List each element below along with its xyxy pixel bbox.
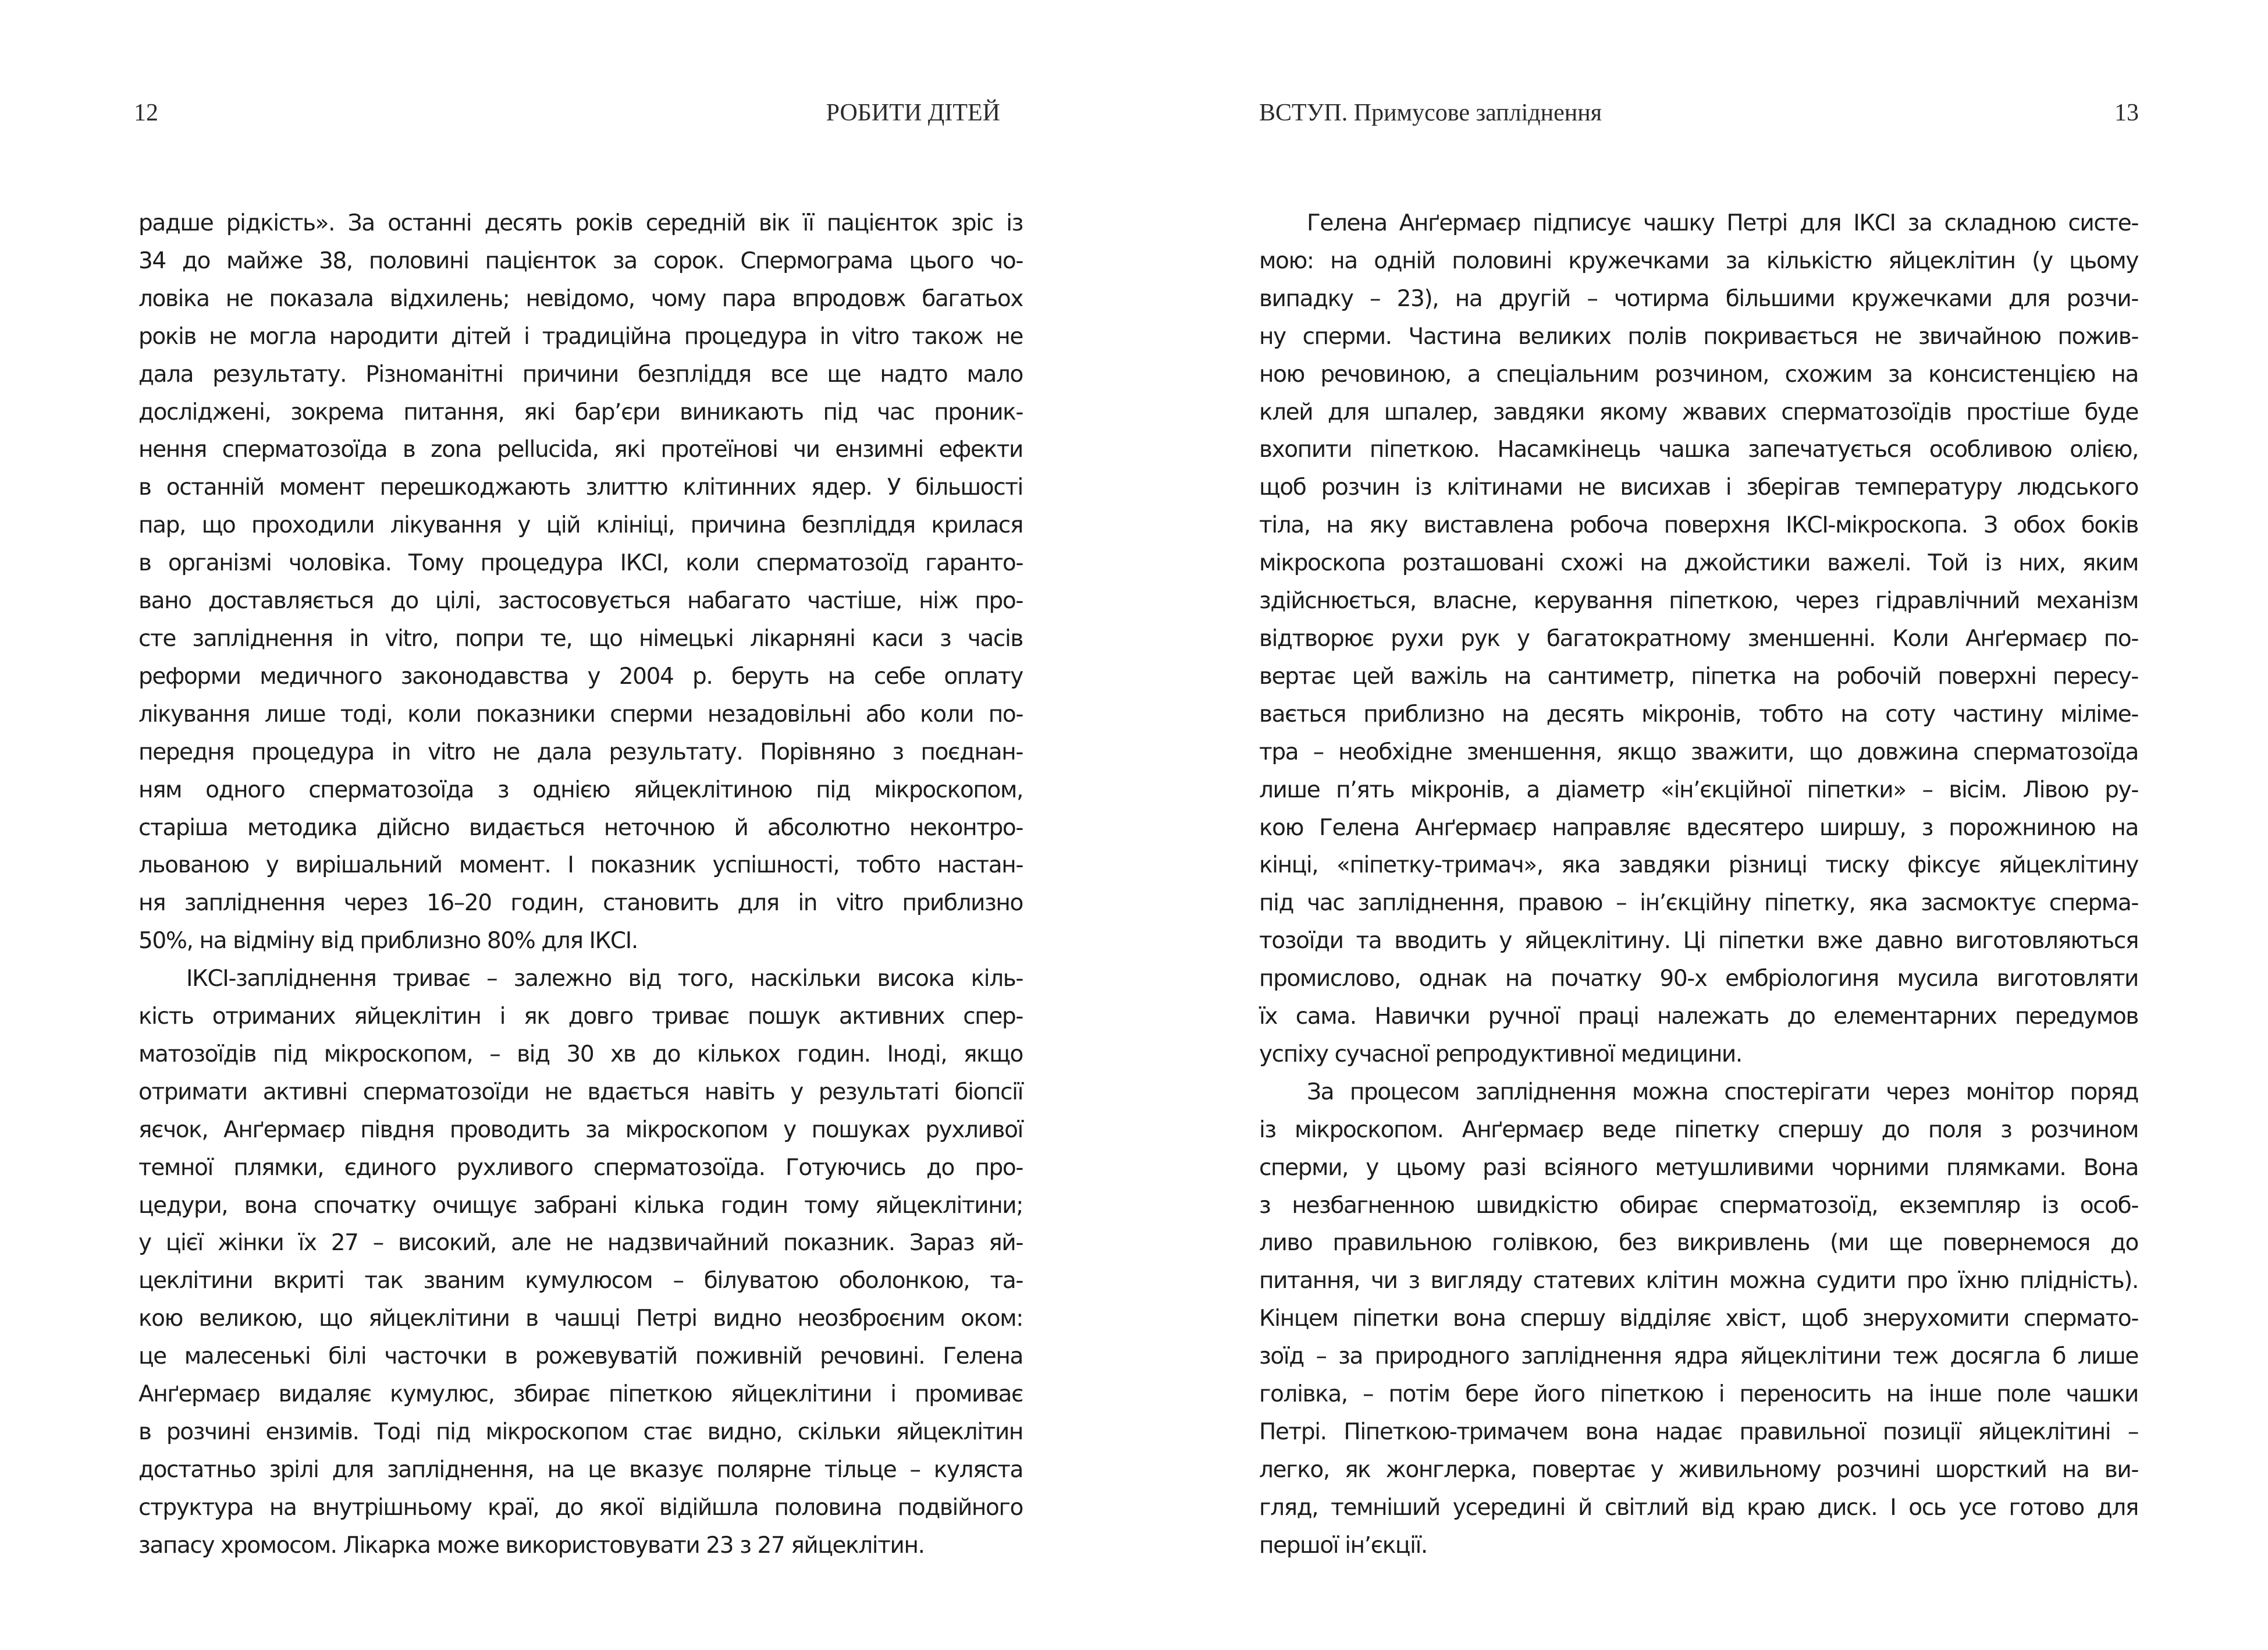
- page-number: 13: [2114, 100, 2139, 126]
- text-line: зоїд – за природного запліднення ядра яйцеклітини теж досягла б лише: [1259, 1343, 2138, 1370]
- text-line: Кінцем піпетки вона спершу відділяє хвіст, щоб знерухомити спермато-: [1259, 1305, 2138, 1332]
- text-line: цеклітини вкриті так званим кумулюсом – білуватою оболонкою, та-: [138, 1268, 1023, 1294]
- paragraph: [138, 205, 1023, 960]
- text-line: ІКСІ-запліднення триває – залежно від того, наскільки висока кіль-: [186, 966, 1023, 992]
- text-line: тозоїди та вводить у яйцеклітину. Ці піпетки вже давно виготовляються: [1259, 928, 2138, 954]
- text-line: лікування лише тоді, коли показники сперми незадовільні або коли по-: [138, 701, 1023, 728]
- body-text: [1259, 205, 2138, 1565]
- text-line: їх сама. Навички ручної праці належать до елементарних передумов: [1259, 1003, 2138, 1030]
- text-line: клей для шпалер, завдяки якому жвавих сперматозоїдів простіше буде: [1259, 399, 2138, 425]
- text-line: кою великою, що яйцеклітини в чашці Петрі видно неозброєним оком:: [138, 1305, 1023, 1332]
- text-line: сперми, у цьому разі всіяного метушливими чорними плямками. Вона: [1259, 1154, 2138, 1181]
- text-line: випадку – 23), на другій – чотирма більшими кружечками для розчи-: [1259, 285, 2138, 312]
- text-line: ливо правильною голівкою, без викривлень (ми ще повернемося до: [1259, 1230, 2138, 1257]
- text-line: ловіка не показала відхилень; невідомо, чому пара впродовж багатьох: [138, 285, 1023, 312]
- body-text: [138, 205, 1023, 1565]
- text-line: промислово, однак на початку 90-х ембріологиня мусила виготовляти: [1259, 966, 2138, 992]
- text-line: 50%, на відміну від приблизно 80% для ІКСІ.: [138, 928, 638, 954]
- text-line: ням одного сперматозоїда з однією яйцеклітиною під мікроскопом,: [138, 776, 1023, 803]
- text-line: льованою у вирішальний момент. І показник успішності, тобто настан-: [138, 852, 1023, 879]
- text-line: лише п’ять мікронів, а діаметр «ін’єкційної піпетки» – вісім. Лівою ру-: [1259, 776, 2138, 803]
- text-line: нення сперматозоїда в zona pellucida, які протеїнові чи ензимні ефекти: [138, 437, 1023, 463]
- text-line: років не могла народити дітей і традиційна процедура in vitro також не: [138, 323, 1023, 350]
- text-line: вано доставляється до цілі, застосовується набагато частіше, ніж про-: [138, 588, 1023, 615]
- text-line: питання, чи з вигляду статевих клітин можна судити про їхню плідність).: [1259, 1268, 2138, 1294]
- text-line: щоб розчин із клітинами не висихав і зберігав температуру людського: [1259, 474, 2138, 501]
- text-line: у цієї жінки їх 27 – високий, але не надзвичайний показник. Зараз яй-: [138, 1230, 1023, 1257]
- text-line: цедури, вона спочатку очищує забрані кілька годин тому яйцеклітини;: [138, 1192, 1023, 1219]
- text-line: сте запліднення in vitro, попри те, що німецькі лікарняні каси з часів: [138, 625, 1023, 652]
- text-line: Анґермаєр видаляє кумулюс, збирає піпеткою яйцеклітини і промиває: [138, 1381, 1023, 1408]
- text-line: отримати активні сперматозоїди не вдається навіть у результаті біопсії: [138, 1078, 1023, 1105]
- text-line: успіху сучасної репродуктивної медицини.: [1259, 1041, 1742, 1067]
- text-line: вертає цей важіль на сантиметр, піпетка на робочій поверхні пересу-: [1259, 663, 2138, 690]
- right-page: [1134, 0, 2268, 1650]
- text-line: це малесенькі білі часточки в рожевуватій поживній речовині. Гелена: [138, 1343, 1023, 1370]
- text-line: запасу хромосом. Лікарка може використовувати 23 з 27 яйцеклітин.: [138, 1532, 925, 1559]
- text-line: ня запліднення через 16–20 годин, становить для in vitro приблизно: [138, 890, 1023, 917]
- running-head: РОБИТИ ДІТЕЙ: [826, 100, 1000, 126]
- text-line: реформи медичного законодавства у 2004 р. беруть на себе оплату: [138, 663, 1023, 690]
- text-line: достатньо зрілі для запліднення, на це вказує полярне тільце – куляста: [138, 1456, 1023, 1483]
- text-line: Гелена Анґермаєр підписує чашку Петрі для ІКСІ за складною систе-: [1307, 210, 2138, 236]
- text-line: досліджені, зокрема питання, які бар’єри виникають під час проник-: [138, 399, 1023, 425]
- text-line: здійснюється, власне, керування піпеткою, через гідравлічний механізм: [1259, 588, 2138, 615]
- text-line: матозоїдів під мікроскопом, – від 30 хв до кількох годин. Іноді, якщо: [138, 1041, 1023, 1067]
- text-line: із мікроскопом. Анґермаєр веде піпетку спершу до поля з розчином: [1259, 1116, 2138, 1143]
- text-line: структура на внутрішньому краї, до якої відійшла половина подвійного: [138, 1494, 1023, 1521]
- text-line: темної плямки, єдиного рухливого сперматозоїда. Готуючись до про-: [138, 1154, 1023, 1181]
- text-line: старіша методика дійсно видається неточною й абсолютно неконтро-: [138, 814, 1023, 841]
- text-line: в розчині ензимів. Тоді під мікроскопом стає видно, скільки яйцеклітин: [138, 1419, 1023, 1445]
- text-line: вається приблизно на десять мікронів, тобто на соту частину міліме-: [1259, 701, 2138, 728]
- text-line: з незбагненною швидкістю обирає сперматозоїд, екземпляр із особ-: [1259, 1192, 2138, 1219]
- page-number: 12: [134, 100, 158, 126]
- paragraph: [1259, 1074, 2138, 1565]
- text-line: ну сперми. Частина великих полів покривається не звичайною пожив-: [1259, 323, 2138, 350]
- text-line: кість отриманих яйцеклітин і як довго триває пошук активних спер-: [138, 1003, 1023, 1030]
- text-line: Петрі. Піпеткою-тримачем вона надає правильної позиції яйцеклітині –: [1259, 1419, 2138, 1445]
- text-line: мою: на одній половині кружечками за кількістю яйцеклітин (у цьому: [1259, 247, 2138, 274]
- text-line: пар, що проходили лікування у цій клініці, причина безпліддя крилася: [138, 512, 1023, 539]
- text-line: в організмі чоловіка. Тому процедура ІКСІ, коли сперматозоїд гаранто-: [138, 550, 1023, 577]
- text-line: першої ін’єкції.: [1259, 1532, 1427, 1559]
- text-line: голівка, – потім бере його піпеткою і переносить на інше поле чашки: [1259, 1381, 2138, 1408]
- text-line: відтворює рухи рук у багатократному зменшенні. Коли Анґермаєр по-: [1259, 625, 2138, 652]
- paragraph: [138, 960, 1023, 1565]
- paragraph: [1259, 205, 2138, 1074]
- text-line: 34 до майже 38, половині пацієнток за сорок. Спермограма цього чо-: [138, 247, 1023, 274]
- text-line: мікроскопа розташовані схожі на джойстики важелі. Той із них, яким: [1259, 550, 2138, 577]
- text-line: в останній момент перешкоджають злиттю клітинних ядер. У більшості: [138, 474, 1023, 501]
- text-line: гляд, темніший усередині й світлий від краю диск. І ось усе готово для: [1259, 1494, 2138, 1521]
- text-line: яєчок, Анґермаєр півдня проводить за мікроскопом у пошуках рухливої: [138, 1116, 1023, 1143]
- text-line: тра – необхідне зменшення, якщо зважити, що довжина сперматозоїда: [1259, 739, 2138, 765]
- text-line: дала результату. Різноманітні причини безпліддя все ще надто мало: [138, 361, 1023, 388]
- text-line: радше рідкість». За останні десять років середній вік її пацієнток зріс із: [138, 210, 1023, 236]
- running-head: ВСТУП. Примусове запліднення: [1259, 100, 1602, 126]
- text-line: передня процедура in vitro не дала результату. Порівняно з поєднан-: [138, 739, 1023, 765]
- text-line: легко, як жонглерка, повертає у живильному розчині шорсткий на ви-: [1259, 1456, 2138, 1483]
- text-line: вхопити піпеткою. Насамкінець чашка запечатується особливою олією,: [1259, 437, 2138, 463]
- text-line: кінці, «піпетку-тримач», яка завдяки різниці тиску фіксує яйцеклітину: [1259, 852, 2138, 879]
- text-line: кою Гелена Анґермаєр направляє вдесятеро ширшу, з порожниною на: [1259, 814, 2138, 841]
- text-line: ною речовиною, а спеціальним розчином, схожим за консистенцією на: [1259, 361, 2138, 388]
- text-line: тіла, на яку виставлена робоча поверхня ІКСІ-мікроскопа. З обох боків: [1259, 512, 2138, 539]
- text-line: За процесом запліднення можна спостерігати через монітор поряд: [1307, 1078, 2138, 1105]
- text-line: під час запліднення, правою – ін’єкційну піпетку, яка засмоктує сперма-: [1259, 890, 2138, 917]
